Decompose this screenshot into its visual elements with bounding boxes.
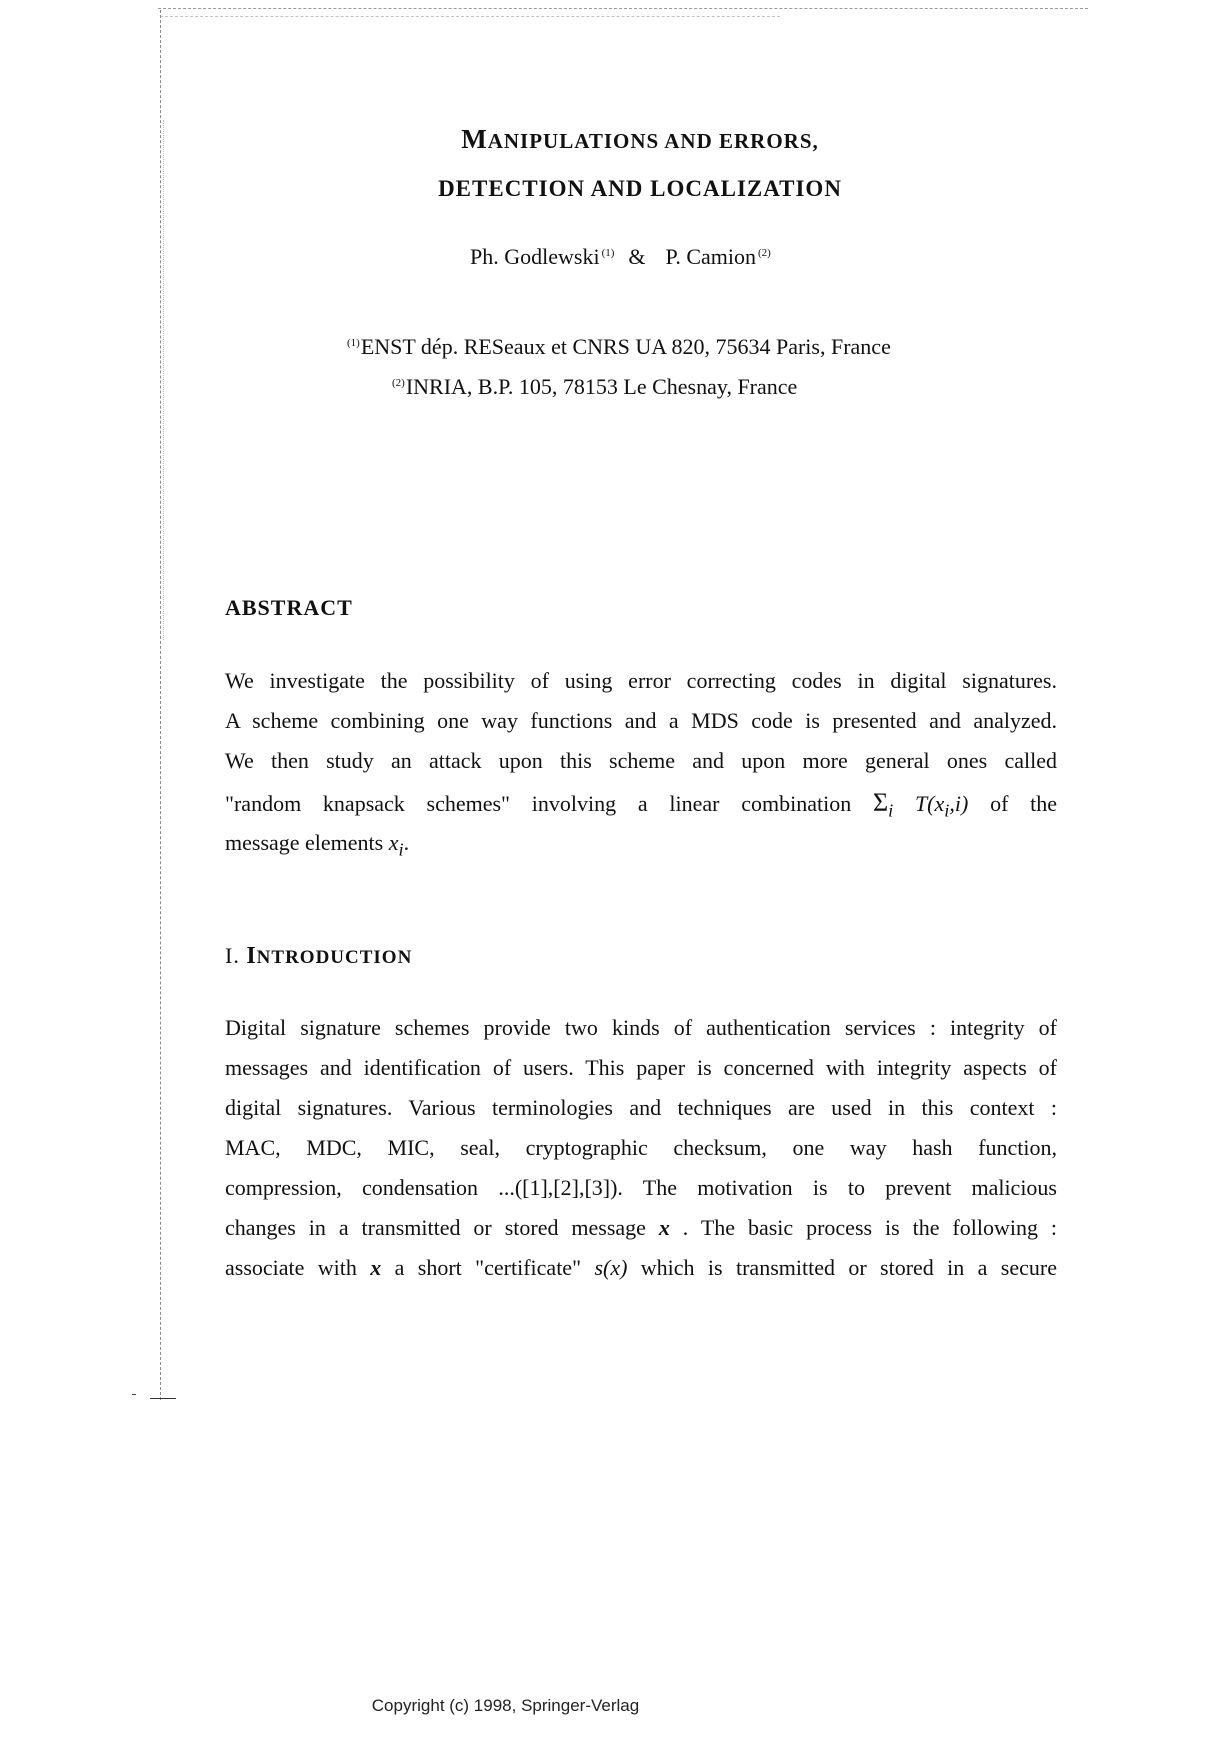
affiliation-1: $^{(1)}$ENST dép. RESeaux et CNRS UA 820, 75634 Paris, France (347, 334, 891, 359)
paper-title-line-1: MANIPULATIONS AND ERRORS, (461, 124, 819, 154)
intro-line-1: Digital signature schemes provide two kinds of authentication services : integrity of (225, 1015, 1057, 1040)
scan-edge-left-inner (163, 120, 164, 640)
intro-line-7: associate with x a short "certificate" s(x) which is transmitted or stored in a secure (225, 1255, 1057, 1280)
authors (470, 244, 775, 270)
author-2-mark: (2) (757, 247, 771, 259)
author-1-mark: (1) (601, 247, 615, 259)
abstract-heading: ABSTRACT (225, 595, 353, 620)
intro-line-6: changes in a transmitted or stored message x . The basic process is the following : (225, 1215, 1058, 1240)
abstract-line-4: "random knapsack schemes" involving a linear combination $\Sigma_i$ $T(x_i,i)$ of the (225, 788, 1058, 821)
scan-dot (132, 1394, 136, 1395)
introduction-heading: I. INTRODUCTION (225, 943, 413, 969)
affiliation-2: $^{(2)}$INRIA, B.P. 105, 78153 Le Chesnay, France (392, 374, 798, 399)
abstract-line-1: We investigate the possibility of using error correcting codes in digital signatures. (225, 668, 1057, 693)
sigma-symbol: Σ (872, 788, 889, 817)
author-2: P. Camion (665, 244, 756, 269)
intro-line-4: MAC, MDC, MIC, seal, cryptographic checksum, one way hash function, (225, 1135, 1057, 1160)
intro-line-3: digital signatures. Various terminologies and techniques are used in this context : (225, 1095, 1057, 1120)
scan-edge-left (160, 10, 161, 1400)
author-1: Ph. Godlewski (470, 244, 600, 269)
abstract-line-3: We then study an attack upon this scheme and upon more general ones called (225, 748, 1057, 773)
copyright-footer: Copyright (c) 1998, Springer-Verlag (371, 1696, 640, 1715)
scan-mark (150, 1398, 176, 1399)
abstract-line-2: A scheme combining one way functions and a MDS code is presented and analyzed. (225, 708, 1057, 733)
intro-line-2: messages and identification of users. This paper is concerned with integrity aspects of (225, 1055, 1057, 1080)
intro-line-5: compression, condensation ...([1],[2],[3]). The motivation is to prevent malicious (225, 1175, 1057, 1200)
scan-edge-top-inner (160, 16, 780, 21)
formula: $T(x_i,i)$ (914, 791, 969, 821)
paper-title-line-2: DETECTION AND LOCALIZATION (438, 176, 842, 201)
author-connector: & (628, 244, 646, 269)
abstract-line-5: message elements $x_i$. (225, 830, 410, 860)
